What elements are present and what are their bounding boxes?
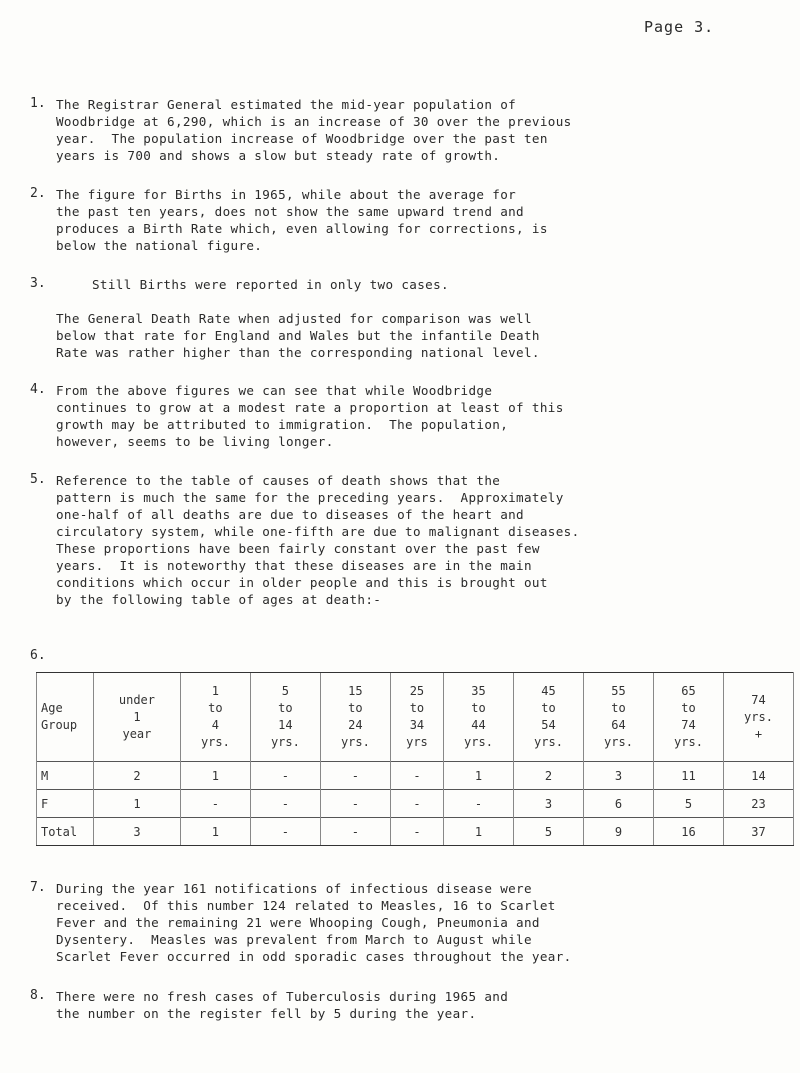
- column-header: 5 to 14 yrs.: [250, 673, 320, 762]
- paragraph-text: Reference to the table of causes of death shows that the pattern is much the same for the preceding years. Approximately one-half of all deaths are due to diseases of the heart and circulatory system, while one-fifth are due to malignant diseases. These proportions have been fairly constant over the past few years. It is noteworthy that these diseases are in the main conditions which occur in older people and this is brought out by the following table of ages at death:-: [56, 473, 580, 607]
- table-cell: -: [180, 790, 250, 818]
- paragraph-text: The figure for Births in 1965, while about the average for the past ten years, does not show the same upward trend and produces a Birth Rate which, even allowing for corrections, is below the national figure.: [56, 187, 548, 253]
- table-cell: 1: [443, 818, 513, 846]
- column-header: 74 yrs. +: [723, 673, 793, 762]
- paragraph-text: Still Births were reported in only two cases.: [92, 277, 449, 292]
- table-cell: 3: [583, 762, 653, 790]
- table-cell: 3: [94, 818, 181, 846]
- table-cell: 16: [653, 818, 723, 846]
- table-cell: 2: [94, 762, 181, 790]
- table-cell: 5: [653, 790, 723, 818]
- paragraph-7: [30, 880, 790, 965]
- column-header: 65 to 74 yrs.: [653, 673, 723, 762]
- column-header: 25 to 34 yrs: [390, 673, 443, 762]
- paragraph-number: 2.: [30, 186, 46, 201]
- paragraph-text: From the above figures we can see that while Woodbridge continues to grow at a modest rate a proportion at least of this growth may be attributed to immigration. The population, however, seems to be living longer.: [56, 383, 564, 449]
- paragraph-number: 6.: [30, 648, 46, 663]
- paragraph-text: During the year 161 notifications of infectious disease were received. Of this number 124 related to Measles, 16 to Scarlet Fever and the remaining 21 were Whooping Cough, Pneumonia and Dysentery. Measles was prevalent from March to August while Scarlet Fever occurred in odd sporadic cases throughout the year.: [56, 881, 572, 964]
- table-cell: 14: [723, 762, 793, 790]
- paragraph-3-continued: [30, 310, 790, 361]
- table-row-female: [37, 790, 794, 818]
- table-cell: 1: [180, 762, 250, 790]
- table-cell: -: [320, 818, 390, 846]
- table-cell: 1: [94, 790, 181, 818]
- ages-at-death-table: [36, 672, 794, 846]
- table-cell: -: [390, 790, 443, 818]
- table-cell: -: [390, 818, 443, 846]
- paragraph-number: 3.: [30, 276, 46, 291]
- table-row-total: [37, 818, 794, 846]
- paragraph-1: [30, 96, 790, 164]
- table-cell: -: [390, 762, 443, 790]
- paragraph-text: The General Death Rate when adjusted for comparison was well below that rate for England and Wales but the infantile Death Rate was rather higher than the corresponding national level.: [56, 311, 540, 360]
- table-cell: -: [250, 762, 320, 790]
- table-cell: 1: [443, 762, 513, 790]
- table-cell: -: [250, 818, 320, 846]
- table-cell: 11: [653, 762, 723, 790]
- paragraph-number: 1.: [30, 96, 46, 111]
- table-cell: 2: [513, 762, 583, 790]
- table-header-row: [37, 673, 794, 762]
- paragraph-8: [30, 988, 790, 1022]
- column-header: 35 to 44 yrs.: [443, 673, 513, 762]
- table-cell: -: [443, 790, 513, 818]
- table-cell: 6: [583, 790, 653, 818]
- paragraph-4: [30, 382, 790, 450]
- paragraph-text: The Registrar General estimated the mid-year population of Woodbridge at 6,290, which is an increase of 30 over the previous year. The population increase of Woodbridge over the past ten years is 700 and shows a slow but steady rate of growth.: [56, 97, 572, 163]
- table-cell: -: [320, 790, 390, 818]
- paragraph-number: 4.: [30, 382, 46, 397]
- column-header: under 1 year: [94, 673, 181, 762]
- paragraph-3: [30, 276, 790, 293]
- page-number: Page 3.: [644, 18, 715, 36]
- table-cell: 5: [513, 818, 583, 846]
- column-header: 15 to 24 yrs.: [320, 673, 390, 762]
- paragraph-number: 7.: [30, 880, 46, 895]
- table-cell: 23: [723, 790, 793, 818]
- column-header: 45 to 54 yrs.: [513, 673, 583, 762]
- column-header: 1 to 4 yrs.: [180, 673, 250, 762]
- paragraph-2: [30, 186, 790, 254]
- column-header: 55 to 64 yrs.: [583, 673, 653, 762]
- table-cell: 37: [723, 818, 793, 846]
- table-cell: 9: [583, 818, 653, 846]
- row-label: M: [37, 762, 94, 790]
- table-cell: 1: [180, 818, 250, 846]
- paragraph-5: [30, 472, 790, 608]
- paragraph-number: 5.: [30, 472, 46, 487]
- paragraph-number: 8.: [30, 988, 46, 1003]
- table-cell: -: [250, 790, 320, 818]
- paragraph-text: There were no fresh cases of Tuberculosis during 1965 and the number on the register fell by 5 during the year.: [56, 989, 509, 1021]
- row-label: Total: [37, 818, 94, 846]
- row-label: F: [37, 790, 94, 818]
- age-group-header: Age Group: [37, 673, 94, 762]
- table-cell: 3: [513, 790, 583, 818]
- table-cell: -: [320, 762, 390, 790]
- table-row-male: [37, 762, 794, 790]
